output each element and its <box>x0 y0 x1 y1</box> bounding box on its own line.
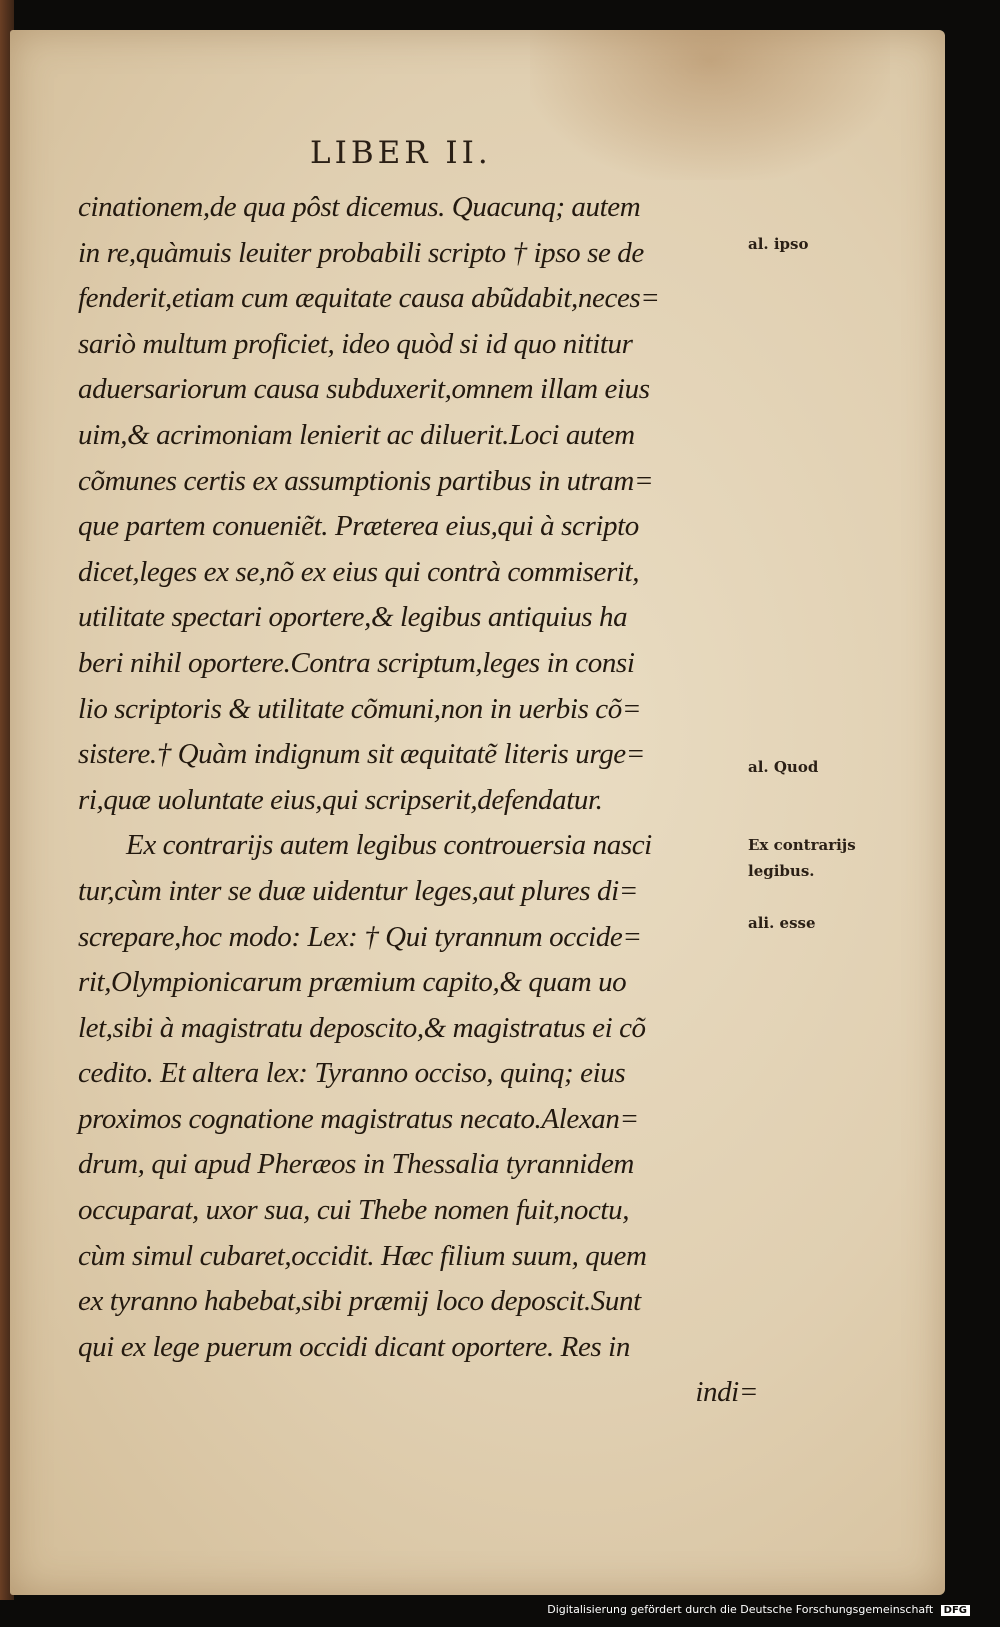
text-line-3: fenderit,etiam cum æquitate causa abũdabit,neces= <box>78 282 660 315</box>
water-stain <box>530 30 890 180</box>
text-line-7: cõmunes certis ex assumptionis partibus in utram= <box>78 464 654 497</box>
marginal-note-1: al. ipso <box>748 235 809 253</box>
catchword: indi= <box>695 1376 758 1409</box>
text-line-1: cinationem,de qua pôst dicemus. Quacunq; autem <box>78 191 641 223</box>
marginal-note-2: al. Quod <box>748 758 819 776</box>
text-line-21: proximos cognatione magistratus necato.Alexan= <box>78 1102 639 1135</box>
text-line-8: que partem conueniẽt. Præterea eius,qui à scripto <box>78 510 639 543</box>
text-line-25: ex tyranno habebat,sibi præmij loco deposcit.Sunt <box>78 1285 641 1318</box>
marginal-note-4: ali. esse <box>748 914 816 932</box>
text-line-18: rit,Olympionicarum præmium capito,& quam uo <box>78 966 627 999</box>
footer-text: Digitalisierung gefördert durch die Deutsche Forschungsgemeinschaft <box>547 1603 934 1616</box>
book-page <box>10 30 945 1595</box>
text-line-4: sariò multum proficiet, ideo quòd si id quo nititur <box>78 327 633 360</box>
text-line-11: beri nihil oportere.Contra scriptum,leges in consi <box>78 646 635 679</box>
text-line-13: sistere.† Quàm indignum sit æquitatẽ literis urge= <box>78 738 645 771</box>
text-line-5: aduersariorum causa subduxerit,omnem illam eius <box>78 373 650 406</box>
text-line-15: Ex contrarijs autem legibus controuersia nasci <box>126 829 652 862</box>
text-line-16: tur,cùm inter se duæ uidentur leges,aut plures di= <box>78 874 638 907</box>
text-line-10: utilitate spectari oportere,& legibus antiquius ha <box>78 601 628 634</box>
running-header: LIBER II. <box>310 135 492 171</box>
marginal-note-3a: Ex contrarijs <box>748 836 856 854</box>
text-line-9: dicet,leges ex se,nõ ex eius qui contrà commiserit, <box>78 555 640 588</box>
text-line-14: ri,quæ uoluntate eius,qui scripserit,defendatur. <box>78 783 603 816</box>
text-line-22: drum, qui apud Pheræos in Thessalia tyrannidem <box>78 1148 634 1181</box>
text-line-23: occuparat, uxor sua, cui Thebe nomen fuit,noctu, <box>78 1194 630 1227</box>
text-line-2: in re,quàmuis leuiter probabili scripto † ipso se de <box>78 236 644 269</box>
text-line-12: lio scriptoris & utilitate cõmuni,non in uerbis cõ= <box>78 692 642 725</box>
text-line-17: screpare,hoc modo: Lex: † Qui tyrannum occide= <box>78 920 642 953</box>
text-line-26: qui ex lege puerum occidi dicant oportere. Res in <box>78 1330 630 1363</box>
dfg-logo: DFG <box>941 1605 970 1616</box>
text-line-20: cedito. Et altera lex: Tyranno occiso, quinq; eius <box>78 1057 626 1090</box>
text-line-6: uim,& acrimoniam lenierit ac diluerit.Loci autem <box>78 418 635 451</box>
text-block <box>78 185 758 1416</box>
marginal-note-3b: legibus. <box>748 862 815 880</box>
text-line-19: let,sibi à magistratu deposcito,& magistratus ei cõ <box>78 1011 646 1044</box>
text-line-24: cùm simul cubaret,occidit. Hæc filium suum, quem <box>78 1239 647 1272</box>
footer-credit <box>547 1603 970 1616</box>
